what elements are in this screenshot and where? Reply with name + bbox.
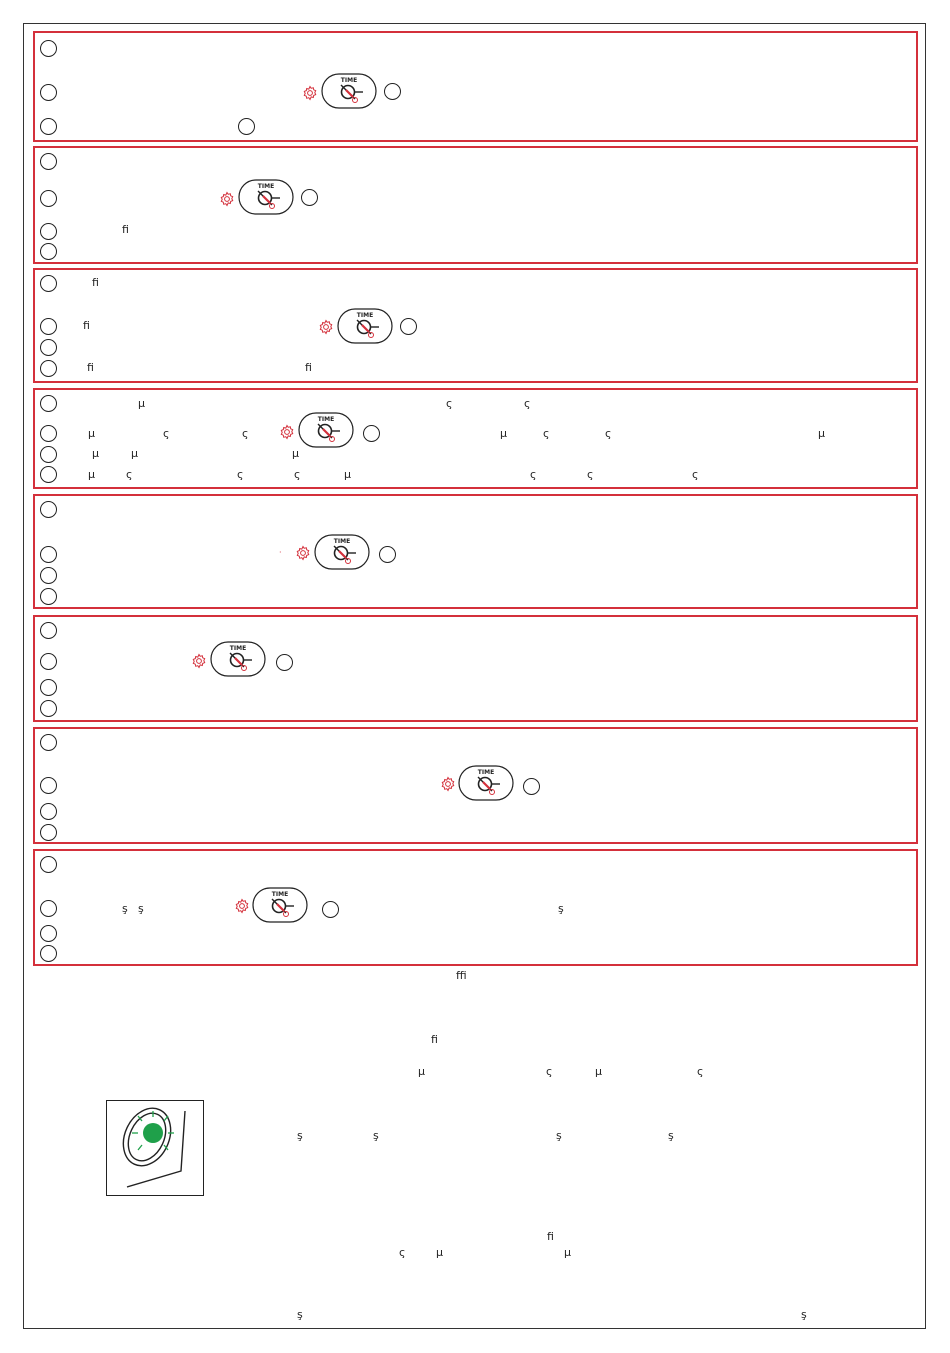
svg-text:TIME: TIME xyxy=(356,312,374,319)
glyph-mu: µ xyxy=(344,468,351,481)
step-section-5 xyxy=(33,494,918,609)
ligature-fi: ﬁ xyxy=(83,319,90,332)
step-circle xyxy=(40,856,57,873)
glyph-c: ς xyxy=(242,427,249,440)
ligature-fi: ﬁ xyxy=(305,361,312,374)
ligature-fi: ﬁ xyxy=(431,1033,438,1046)
step-circle xyxy=(40,900,57,917)
glyph-mu: µ xyxy=(292,447,299,460)
glyph-c: ς xyxy=(605,427,612,440)
step-circle xyxy=(40,803,57,820)
glyph-c: ς xyxy=(126,468,133,481)
glyph-s: ş xyxy=(122,902,128,915)
inline-circle xyxy=(400,318,417,335)
glyph-s: ş xyxy=(801,1308,807,1321)
glyph-s: ş xyxy=(373,1129,379,1142)
glyph-mu: µ xyxy=(436,1246,443,1259)
svg-text:TIME: TIME xyxy=(317,416,335,423)
glyph-mu: µ xyxy=(418,1065,425,1078)
step-section-2 xyxy=(33,146,918,264)
inline-circle xyxy=(523,778,540,795)
glyph-s: ş xyxy=(297,1129,303,1142)
glyph-mu: µ xyxy=(500,427,507,440)
svg-text:TIME: TIME xyxy=(229,645,247,652)
gear-icon xyxy=(279,424,295,440)
ligature-fi: ﬁ xyxy=(547,1230,554,1243)
step-circle xyxy=(40,546,57,563)
step-circle xyxy=(40,318,57,335)
time-dial-icon xyxy=(314,534,370,570)
time-dial-icon xyxy=(321,73,377,109)
step-circle xyxy=(40,84,57,101)
glyph-mu: µ xyxy=(595,1065,602,1078)
glyph-mu: µ xyxy=(92,447,99,460)
time-dial-icon xyxy=(238,179,294,215)
inline-circle xyxy=(379,546,396,563)
glyph-s: ş xyxy=(297,1308,303,1321)
svg-text:TIME: TIME xyxy=(340,77,358,84)
step-circle xyxy=(40,925,57,942)
glyph-mu: µ xyxy=(131,447,138,460)
step-circle xyxy=(40,653,57,670)
glyph-s: ş xyxy=(138,902,144,915)
glyph-c: ς xyxy=(399,1246,406,1259)
step-circle xyxy=(40,824,57,841)
glyph-c: ς xyxy=(524,397,531,410)
step-circle xyxy=(40,153,57,170)
step-circle xyxy=(40,190,57,207)
glyph-c: ς xyxy=(546,1065,553,1078)
indicator-lamp-figure xyxy=(106,1100,204,1196)
step-circle xyxy=(40,223,57,240)
glyph-mu: µ xyxy=(138,397,145,410)
glyph-s: ş xyxy=(668,1129,674,1142)
glyph-s: ş xyxy=(556,1129,562,1142)
inline-circle xyxy=(322,901,339,918)
indicator-lamp-icon xyxy=(107,1101,203,1195)
svg-text:TIME: TIME xyxy=(333,538,351,545)
glyph-c: ς xyxy=(446,397,453,410)
glyph-c: ς xyxy=(692,468,699,481)
step-circle xyxy=(40,622,57,639)
step-circle xyxy=(40,734,57,751)
ligature-fi: ﬁ xyxy=(87,361,94,374)
glyph-c: ς xyxy=(530,468,537,481)
inline-circle xyxy=(363,425,380,442)
glyph-c: ς xyxy=(543,427,550,440)
gear-icon xyxy=(440,776,456,792)
step-section-6 xyxy=(33,615,918,722)
svg-text:TIME: TIME xyxy=(257,183,275,190)
inline-circle xyxy=(384,83,401,100)
step-circle xyxy=(40,243,57,260)
step-circle xyxy=(40,446,57,463)
step-section-8 xyxy=(33,849,918,966)
glyph-mu: µ xyxy=(818,427,825,440)
glyph-c: ς xyxy=(163,427,170,440)
step-circle xyxy=(40,588,57,605)
gear-icon xyxy=(318,319,334,335)
tick-mark: · xyxy=(279,548,282,557)
gear-icon xyxy=(219,191,235,207)
step-circle xyxy=(40,466,57,483)
svg-text:TIME: TIME xyxy=(477,769,495,776)
time-dial-icon xyxy=(252,887,308,923)
step-circle xyxy=(40,360,57,377)
glyph-mu: µ xyxy=(88,427,95,440)
step-circle xyxy=(40,777,57,794)
step-circle xyxy=(40,40,57,57)
step-circle xyxy=(40,275,57,292)
step-circle xyxy=(40,945,57,962)
step-circle xyxy=(40,700,57,717)
ligature-fi: ﬁ xyxy=(92,276,99,289)
svg-text:TIME: TIME xyxy=(271,891,289,898)
time-dial-icon xyxy=(458,765,514,801)
glyph-s: ş xyxy=(558,902,564,915)
step-circle xyxy=(40,679,57,696)
ligature-fi: ﬁ xyxy=(122,223,129,236)
step-section-1 xyxy=(33,31,918,142)
glyph-c: ς xyxy=(697,1065,704,1078)
ligature-ffi: ﬃ xyxy=(456,969,467,982)
step-circle xyxy=(40,118,57,135)
gear-icon xyxy=(191,653,207,669)
step-circle xyxy=(40,567,57,584)
glyph-mu: µ xyxy=(564,1246,571,1259)
glyph-c: ς xyxy=(237,468,244,481)
inline-circle xyxy=(276,654,293,671)
time-dial-icon xyxy=(210,641,266,677)
glyph-c: ς xyxy=(294,468,301,481)
step-circle xyxy=(40,395,57,412)
time-dial-icon xyxy=(337,308,393,344)
time-dial-icon xyxy=(298,412,354,448)
glyph-c: ς xyxy=(587,468,594,481)
gear-icon xyxy=(295,545,311,561)
step-circle xyxy=(40,425,57,442)
gear-icon xyxy=(234,898,250,914)
step-circle xyxy=(40,339,57,356)
step-section-3 xyxy=(33,268,918,383)
inline-circle xyxy=(301,189,318,206)
gear-icon xyxy=(302,85,318,101)
step-circle xyxy=(40,501,57,518)
inline-circle xyxy=(238,118,255,135)
glyph-mu: µ xyxy=(88,468,95,481)
